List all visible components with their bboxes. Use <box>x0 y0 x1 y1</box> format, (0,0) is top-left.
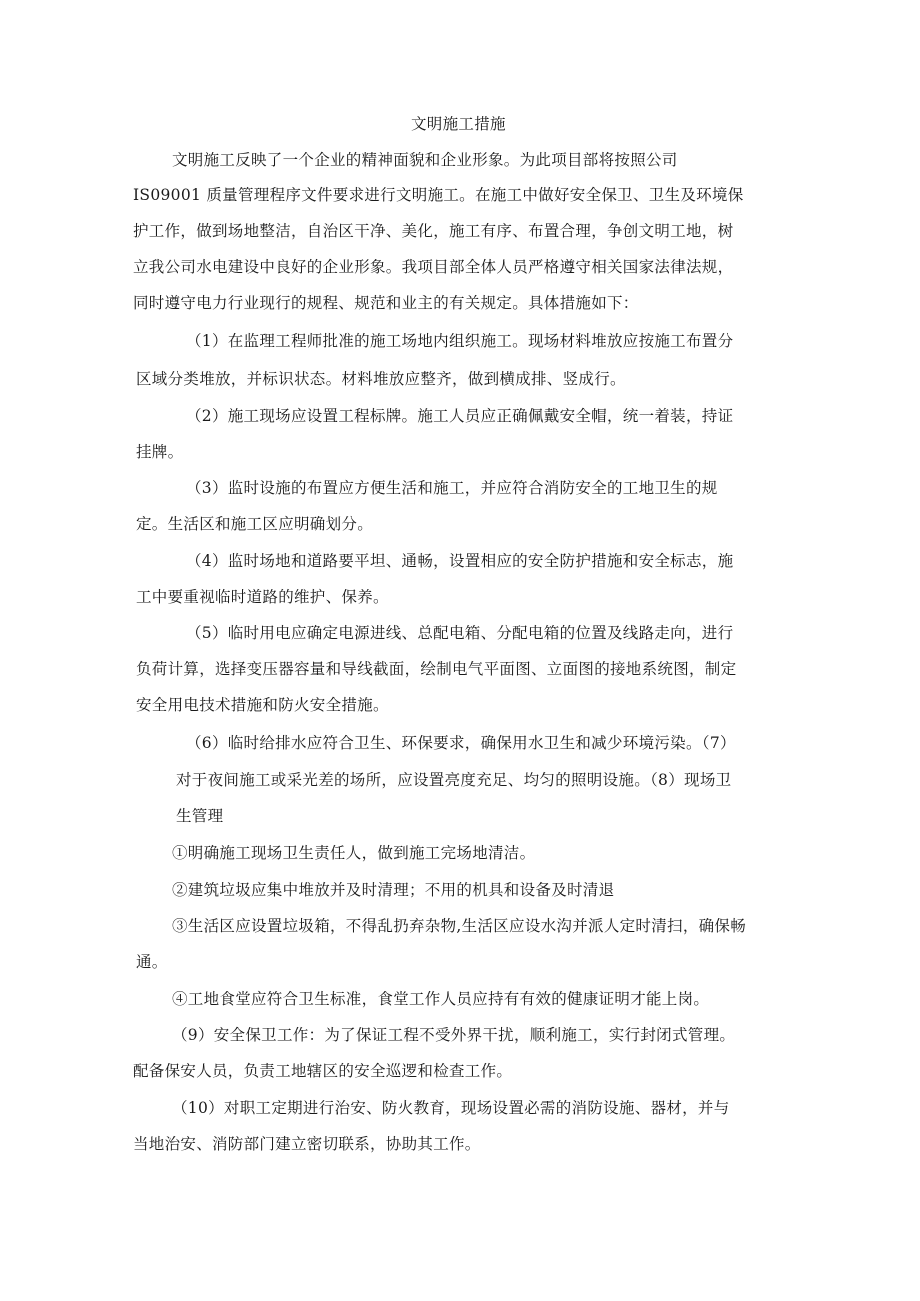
item-1-line-1: （1）在监理工程师批准的施工场地内组织施工。现场材料堆放应按施工布置分 <box>186 332 734 350</box>
item-10-line-2: 当地治安、消防部门建立密切联系，协助其工作。 <box>133 1135 481 1153</box>
intro-line-5: 同时遵守电力行业现行的规程、规范和业主的有关规定。具体措施如下： <box>133 294 639 312</box>
item-2-line-2: 挂牌。 <box>136 443 184 461</box>
item-10-line-1: （10）对职工定期进行治安、防火教育，现场设置必需的消防设施、器材，并与 <box>172 1099 730 1117</box>
intro-line-2: IS09001 质量管理程序文件要求进行文明施工。在施工中做好安全保卫、卫生及环境保 <box>133 186 744 204</box>
hygiene-item-4: ④工地食堂应符合卫生标准，食堂工作人员应持有有效的健康证明才能上岗。 <box>172 990 710 1008</box>
item-6-line-2: 对于夜间施工或采光差的场所，应设置亮度充足、均匀的照明设施。（8）现场卫 <box>176 771 732 789</box>
document-title: 文明施工措施 <box>411 115 506 133</box>
item-9-line-1: （9）安全保卫工作：为了保证工程不受外界干扰，顺利施工，实行封闭式管理。 <box>172 1026 736 1044</box>
item-4-line-2: 工中要重视临时道路的维护、保养。 <box>136 588 389 606</box>
hygiene-item-3-line-1: ③生活区应设置垃圾箱，不得乱扔弃杂物,生活区应设水沟并派人定时清扫，确保畅 <box>172 917 747 935</box>
item-1-line-2: 区域分类堆放，并标识状态。材料堆放应整齐，做到横成排、竖成行。 <box>136 370 626 388</box>
hygiene-item-3-line-2: 通。 <box>136 953 168 971</box>
item-4-line-1: （4）监时场地和道路要平坦、通畅，设置相应的安全防护措施和安全标志，施 <box>186 552 734 570</box>
item-5-line-2: 负荷计算，选择变压器容量和导线截面，绘制电气平面图、立面图的接地系统图，制定 <box>136 660 737 678</box>
item-6-line-1: （6）临时给排水应符合卫生、环保要求，确保用水卫生和减少环境污染。（7） <box>186 734 736 752</box>
item-5-line-1: （5）临时用电应确定电源进线、总配电箱、分配电箱的位置及线路走向，进行 <box>186 624 734 642</box>
item-5-line-3: 安全用电技术措施和防火安全措施。 <box>136 696 389 714</box>
item-6-line-3: 生管理 <box>176 807 224 825</box>
item-3-line-1: （3）监时设施的布置应方便生活和施工，并应符合消防安全的工地卫生的规 <box>186 479 718 497</box>
item-9-line-2: 配备保安人员，负责工地辖区的安全巡逻和检查工作。 <box>133 1062 513 1080</box>
intro-line-4: 立我公司水电建设中良好的企业形象。我项目部全体人员严格遵守相关国家法律法规， <box>133 258 734 276</box>
intro-line-1: 文明施工反映了一个企业的精神面貌和企业形象。为此项目部将按照公司 <box>172 151 678 169</box>
item-3-line-2: 定。生活区和施工区应明确划分。 <box>136 515 374 533</box>
item-2-line-1: （2）施工现场应设置工程标牌。施工人员应正确佩戴安全帽，统一着装，持证 <box>186 407 734 425</box>
intro-line-3: 护工作，做到场地整洁，自治区干净、美化，施工有序、布置合理，争创文明工地，树 <box>133 222 734 240</box>
hygiene-item-2: ②建筑垃圾应集中堆放并及时清理；不用的机具和设备及时清退 <box>172 881 615 899</box>
hygiene-item-1: ①明确施工现场卫生责任人，做到施工完场地清洁。 <box>172 844 536 862</box>
